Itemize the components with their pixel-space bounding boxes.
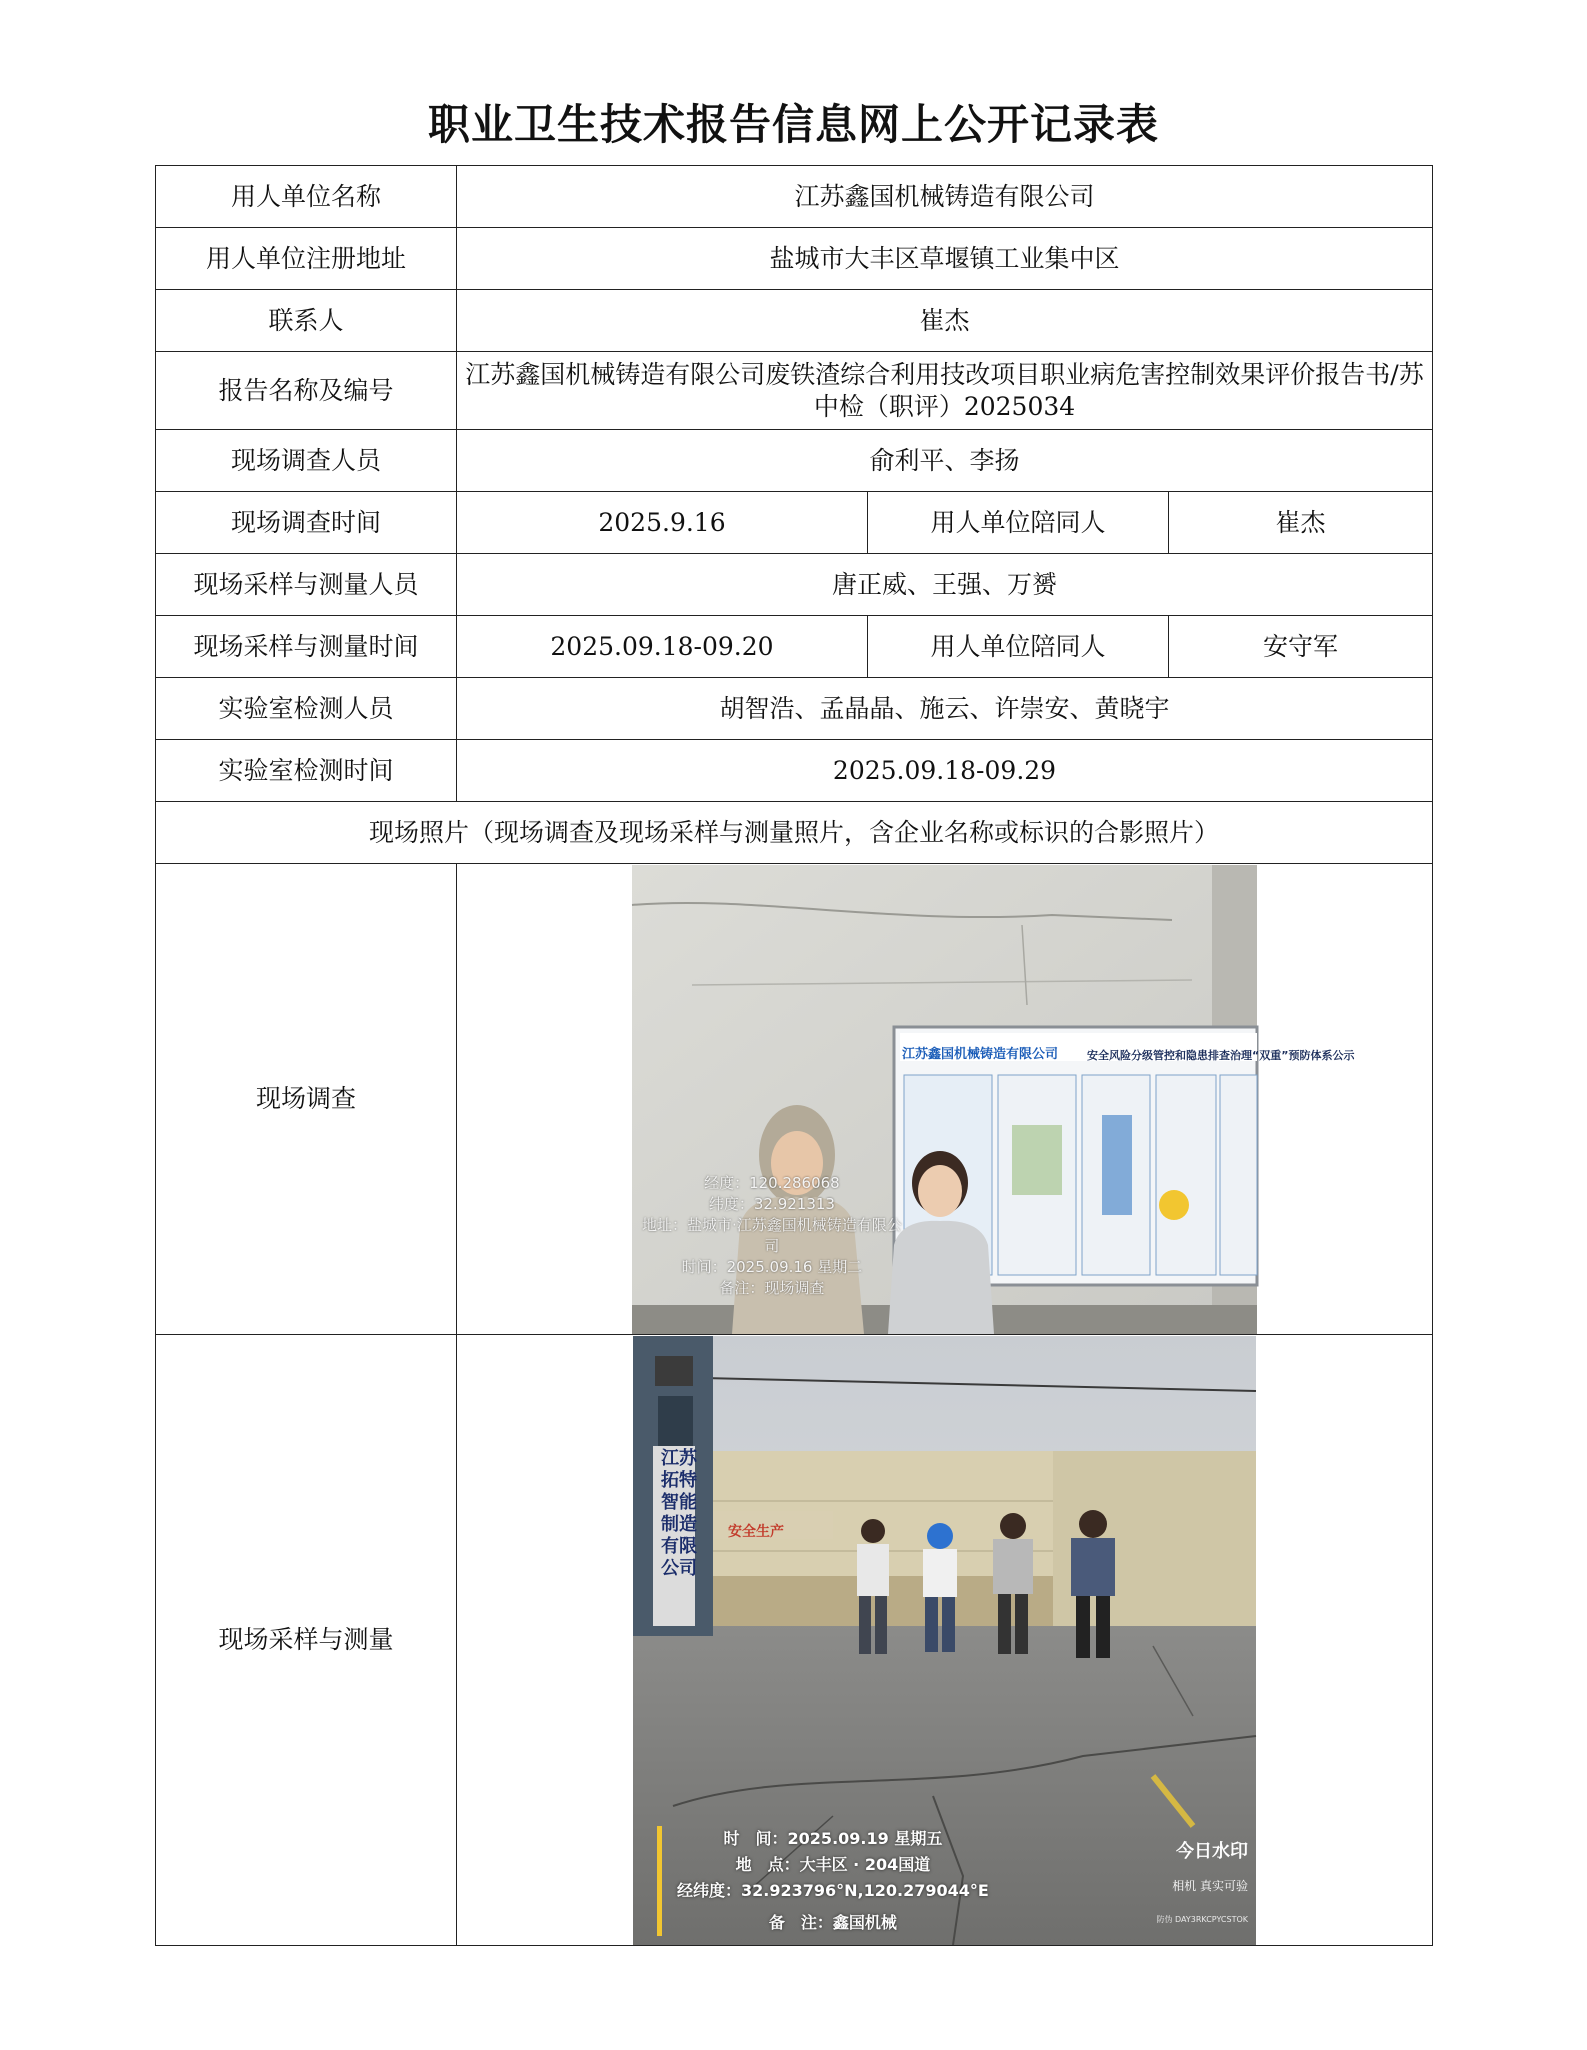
row-lab-time xyxy=(156,740,1433,802)
label-survey-staff: 现场调查人员 xyxy=(156,430,457,492)
photo-sampling-stamp xyxy=(677,1826,989,1936)
row-survey-time xyxy=(156,492,1433,554)
record-table xyxy=(155,165,1433,1946)
photo-survey-stamp xyxy=(642,1173,902,1299)
row-photo-sampling xyxy=(156,1335,1433,1946)
photo-survey xyxy=(632,865,1355,1334)
row-photo-survey xyxy=(156,864,1433,1335)
row-sampling-staff xyxy=(156,554,1433,616)
stamp-line: 经度：120.286068 xyxy=(704,1173,840,1192)
photo-sampling-cell xyxy=(457,1335,1433,1946)
label-survey-escort: 用人单位陪同人 xyxy=(868,492,1169,554)
label-employer-address: 用人单位注册地址 xyxy=(156,228,457,290)
board-subtitle: 安全风险分级管控和隐患排查治理“双重”预防体系公示 xyxy=(1087,1048,1355,1062)
value-survey-escort: 崔杰 xyxy=(1169,492,1433,554)
label-lab-staff: 实验室检测人员 xyxy=(156,678,457,740)
value-employer-name: 江苏鑫国机械铸造有限公司 xyxy=(457,166,1433,228)
row-contact xyxy=(156,290,1433,352)
label-report: 报告名称及编号 xyxy=(156,352,457,430)
gate-banner: 安全生产 xyxy=(728,1523,785,1540)
photo-sampling xyxy=(633,1336,1256,1945)
row-employer-address xyxy=(156,228,1433,290)
value-survey-time: 2025.9.16 xyxy=(457,492,868,554)
label-photo-sampling: 现场采样与测量 xyxy=(156,1335,457,1946)
value-employer-address: 盐城市大丰区草堰镇工业集中区 xyxy=(457,228,1433,290)
watermark-title: 今日水印 xyxy=(1176,1840,1249,1862)
page-title: 职业卫生技术报告信息网上公开记录表 xyxy=(427,100,1159,149)
gate-sign: 江苏拓特智能制造有限公司 xyxy=(661,1447,698,1579)
stamp-line: 备 注：鑫国机械 xyxy=(768,1912,897,1932)
value-lab-staff: 胡智浩、孟晶晶、施云、许崇安、黄晓宇 xyxy=(457,678,1433,740)
label-survey-time: 现场调查时间 xyxy=(156,492,457,554)
value-sampling-escort: 安守军 xyxy=(1169,616,1433,678)
value-sampling-staff: 唐正威、王强、万赟 xyxy=(457,554,1433,616)
row-employer-name xyxy=(156,166,1433,228)
label-sampling-time: 现场采样与测量时间 xyxy=(156,616,457,678)
label-photo-survey: 现场调查 xyxy=(156,864,457,1335)
label-employer-name: 用人单位名称 xyxy=(156,166,457,228)
value-survey-staff: 俞利平、李扬 xyxy=(457,430,1433,492)
stamp-line: 时 间：2025.09.19 星期五 xyxy=(723,1828,943,1848)
stamp-line: 备注：现场调查 xyxy=(719,1278,825,1297)
value-report: 江苏鑫国机械铸造有限公司废铁渣综合利用技改项目职业病危害控制效果评价报告书/苏中检（职评）2025034 xyxy=(457,352,1433,430)
row-sampling-time xyxy=(156,616,1433,678)
stamp-line: 时间：2025.09.16 星期二 xyxy=(681,1257,863,1276)
label-contact: 联系人 xyxy=(156,290,457,352)
stamp-line: 纬度：32.921313 xyxy=(708,1194,835,1213)
watermark-subtitle: 相机 真实可验 xyxy=(1172,1878,1249,1893)
photo-survey-cell xyxy=(457,864,1433,1335)
stamp-line: 地 点：大丰区 · 204国道 xyxy=(735,1854,931,1874)
label-sampling-staff: 现场采样与测量人员 xyxy=(156,554,457,616)
stamp-line: 经纬度：32.923796°N,120.279044°E xyxy=(677,1880,989,1900)
stamp-line: 司 xyxy=(764,1236,780,1255)
value-sampling-time: 2025.09.18-09.20 xyxy=(457,616,868,678)
photos-header: 现场照片（现场调查及现场采样与测量照片，含企业名称或标识的合影照片） xyxy=(156,802,1433,864)
board-company-name: 江苏鑫国机械铸造有限公司 xyxy=(902,1046,1059,1062)
row-survey-staff xyxy=(156,430,1433,492)
stamp-line: 地址：盐城市·江苏鑫国机械铸造有限公 xyxy=(642,1215,902,1234)
value-contact: 崔杰 xyxy=(457,290,1433,352)
row-report xyxy=(156,352,1433,430)
watermark-code: 防伪 DAY3RKCPYCSTOK xyxy=(1156,1914,1249,1924)
watermark-logo xyxy=(1156,1835,1248,1937)
row-photos-header xyxy=(156,802,1433,864)
row-lab-staff xyxy=(156,678,1433,740)
value-lab-time: 2025.09.18-09.29 xyxy=(457,740,1433,802)
label-lab-time: 实验室检测时间 xyxy=(156,740,457,802)
label-sampling-escort: 用人单位陪同人 xyxy=(868,616,1169,678)
